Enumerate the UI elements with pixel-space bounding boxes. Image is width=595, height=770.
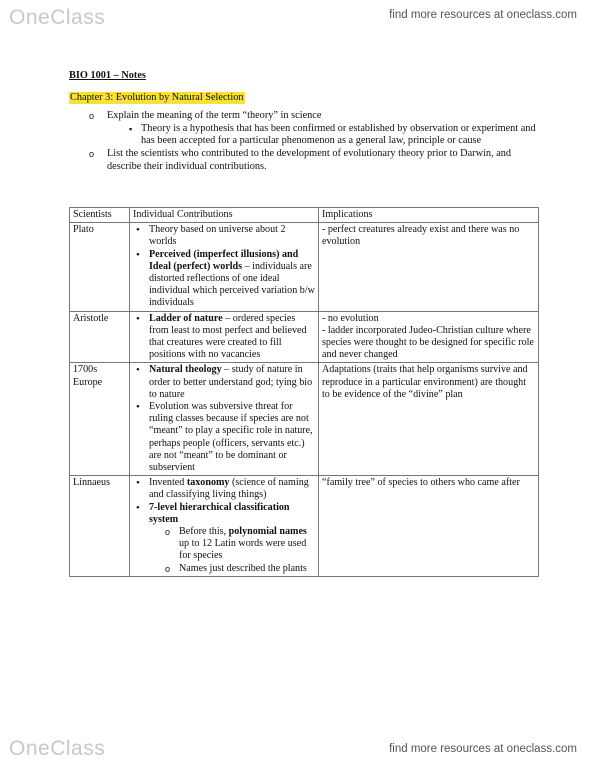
footer-tagline[interactable]: find more resources at oneclass.com — [389, 743, 577, 755]
contributions-cell — [130, 363, 319, 476]
implications-cell: - perfect creatures already exist and there was no evolution — [319, 223, 539, 311]
scientist-name: Plato — [70, 223, 130, 311]
header-scientists: Scientists — [70, 208, 130, 223]
contribution-item: • Ladder of nature – ordered species from least to most perfect and believed that creatures were created to fill positions with no vacancies — [133, 313, 315, 362]
objective-subpoints — [107, 123, 539, 148]
course-title: BIO 1001 – Notes — [69, 70, 146, 81]
document-body — [69, 70, 539, 173]
contribution-subitem: o Before this, polynomial names up to 12 Latin words were used for species — [149, 526, 315, 563]
contribution-item: • Natural theology – study of nature in order to better understand god; tying bio to nature — [133, 364, 315, 401]
objective-item — [69, 148, 539, 173]
scientist-name: Aristotle — [70, 311, 130, 363]
table-row — [70, 223, 539, 311]
objective-text: Explain the meaning of the term “theory” in science — [107, 110, 322, 122]
objectives-list — [69, 110, 539, 173]
chapter-heading: Chapter 3: Evolution by Natural Selection — [70, 91, 244, 103]
objective-text: List the scientists who contributed to the development of evolutionary theory prior to Darwin, and describe their individual contributions. — [107, 147, 512, 172]
contribution-item: • Perceived (imperfect illusions) and Ideal (perfect) worlds – individuals are distorted reflections of one ideal individual which perceived variation b/w individuals — [133, 249, 315, 310]
scientist-name: Linnaeus — [70, 476, 130, 577]
scientist-name: 1700s Europe — [70, 363, 130, 476]
table-row — [70, 363, 539, 476]
contributions-cell — [130, 476, 319, 577]
contribution-item: • 7-level hierarchical classification system o Before this, polynomial names up to 12 Latin words were used for species o Names just described the plants — [133, 502, 315, 575]
header-implications: Implications — [319, 208, 539, 223]
objective-item — [69, 110, 539, 148]
contribution-item: • Evolution was subversive threat for ruling classes because if species are not “meant” to play a specific role in nature, perhaps people (officers, servants etc.) are not “meant” to be dominant or subservient — [133, 401, 315, 474]
implications-cell: Adaptations (traits that help organisms survive and reproduce in a particular environment) are thought to be evidence of the “divine” plan — [319, 363, 539, 476]
oneclass-logo: OneClass — [9, 6, 106, 29]
objective-subpoint: ▪ Theory is a hypothesis that has been confirmed or established by observation or experiment and has been accepted for a particular phenomenon as a general law, principle or cause — [107, 123, 539, 148]
table-header-row — [70, 208, 539, 223]
table-row — [70, 476, 539, 577]
contribution-item: • Invented taxonomy (science of naming and classifying living things) — [133, 477, 315, 501]
implications-cell: “family tree” of species to others who came after — [319, 476, 539, 577]
contributions-cell — [130, 311, 319, 363]
table-row — [70, 311, 539, 363]
contribution-item: • Theory based on universe about 2 worlds — [133, 224, 315, 248]
oneclass-logo-footer: OneClass — [9, 737, 106, 760]
header-contributions: Individual Contributions — [130, 208, 319, 223]
header-tagline[interactable]: find more resources at oneclass.com — [389, 9, 577, 21]
contribution-subitem: o Names just described the plants — [149, 563, 315, 575]
scientists-table — [69, 207, 539, 577]
contributions-cell — [130, 223, 319, 311]
implications-cell: - no evolution - ladder incorporated Judeo-Christian culture where species were thought to be designed for specific role and never changed — [319, 311, 539, 363]
